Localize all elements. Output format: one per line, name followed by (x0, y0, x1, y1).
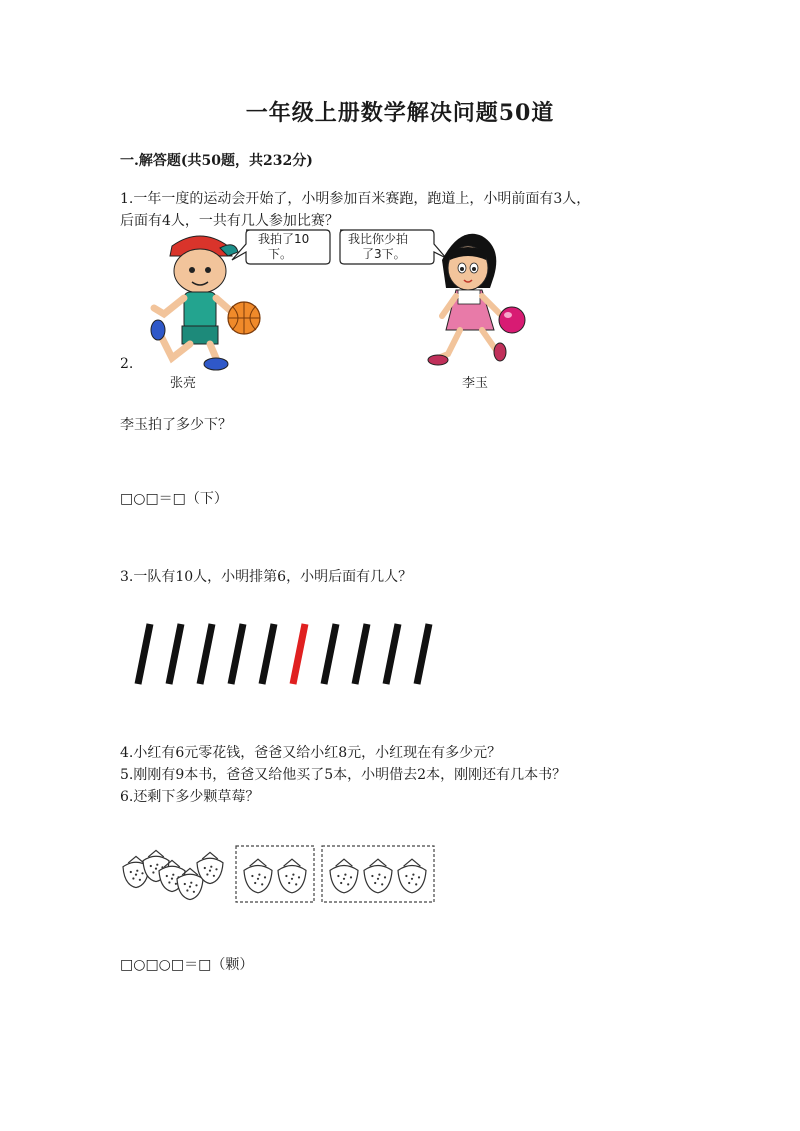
question-1-line-1: 1.一年一度的运动会开始了，小明参加百米赛跑，跑道上，小明前面有3人， (120, 191, 591, 207)
queue-stick (169, 624, 181, 684)
strawberry-icon (330, 859, 358, 893)
question-4-text: 4.小红有6元零花钱，爸爸又给小红8元，小红现在有多少元？ (120, 745, 502, 761)
queue-stick (262, 624, 274, 684)
strawberries-illustration (120, 842, 440, 908)
queue-sticks-illustration (120, 616, 440, 696)
girl-name-label: 李玉 (462, 376, 489, 391)
question-1-line-2: 后面有4人，一共有几人参加比赛？ (120, 213, 339, 229)
question-6-text: 6.还剩下多少颗草莓？ (120, 789, 260, 805)
strawberry-icon (278, 859, 306, 893)
girl-speech-line-2: 了3下。 (362, 247, 406, 261)
queue-stick (386, 624, 398, 684)
boy-speech-line-1: 我拍了10 (258, 232, 310, 246)
section-heading: 一.解答题(共50题，共232分) (120, 153, 313, 169)
question-6-formula: □○□○□＝□（颗） (120, 957, 254, 973)
queue-stick (417, 624, 429, 684)
ball-bouncing-illustration (120, 226, 540, 396)
queue-stick (138, 624, 150, 684)
question-5-text: 5.刚刚有9本书，爸爸又给他买了5本，小明借去2本，刚刚还有几本书？ (120, 767, 567, 783)
question-2-number: 2. (120, 356, 134, 372)
boy-speech-line-2: 下。 (268, 247, 293, 261)
boy-name-label: 张亮 (170, 376, 197, 391)
queue-stick (200, 624, 212, 684)
queue-stick (231, 624, 243, 684)
queue-stick (355, 624, 367, 684)
boy-figure (151, 236, 260, 370)
queue-stick (324, 624, 336, 684)
queue-stick (293, 624, 305, 684)
strawberry-icon (398, 859, 426, 893)
question-2-formula: □○□＝□（下） (120, 491, 228, 507)
page-title: 一年级上册数学解决问题50道 (245, 100, 555, 126)
question-3-text: 3.一队有10人，小明排第6，小明后面有几人？ (120, 569, 413, 585)
girl-speech-line-1: 我比你少拍 (348, 232, 409, 246)
strawberry-icon (364, 859, 392, 893)
question-2-text: 李玉拍了多少下？ (120, 417, 232, 433)
strawberry-icon (244, 859, 272, 893)
